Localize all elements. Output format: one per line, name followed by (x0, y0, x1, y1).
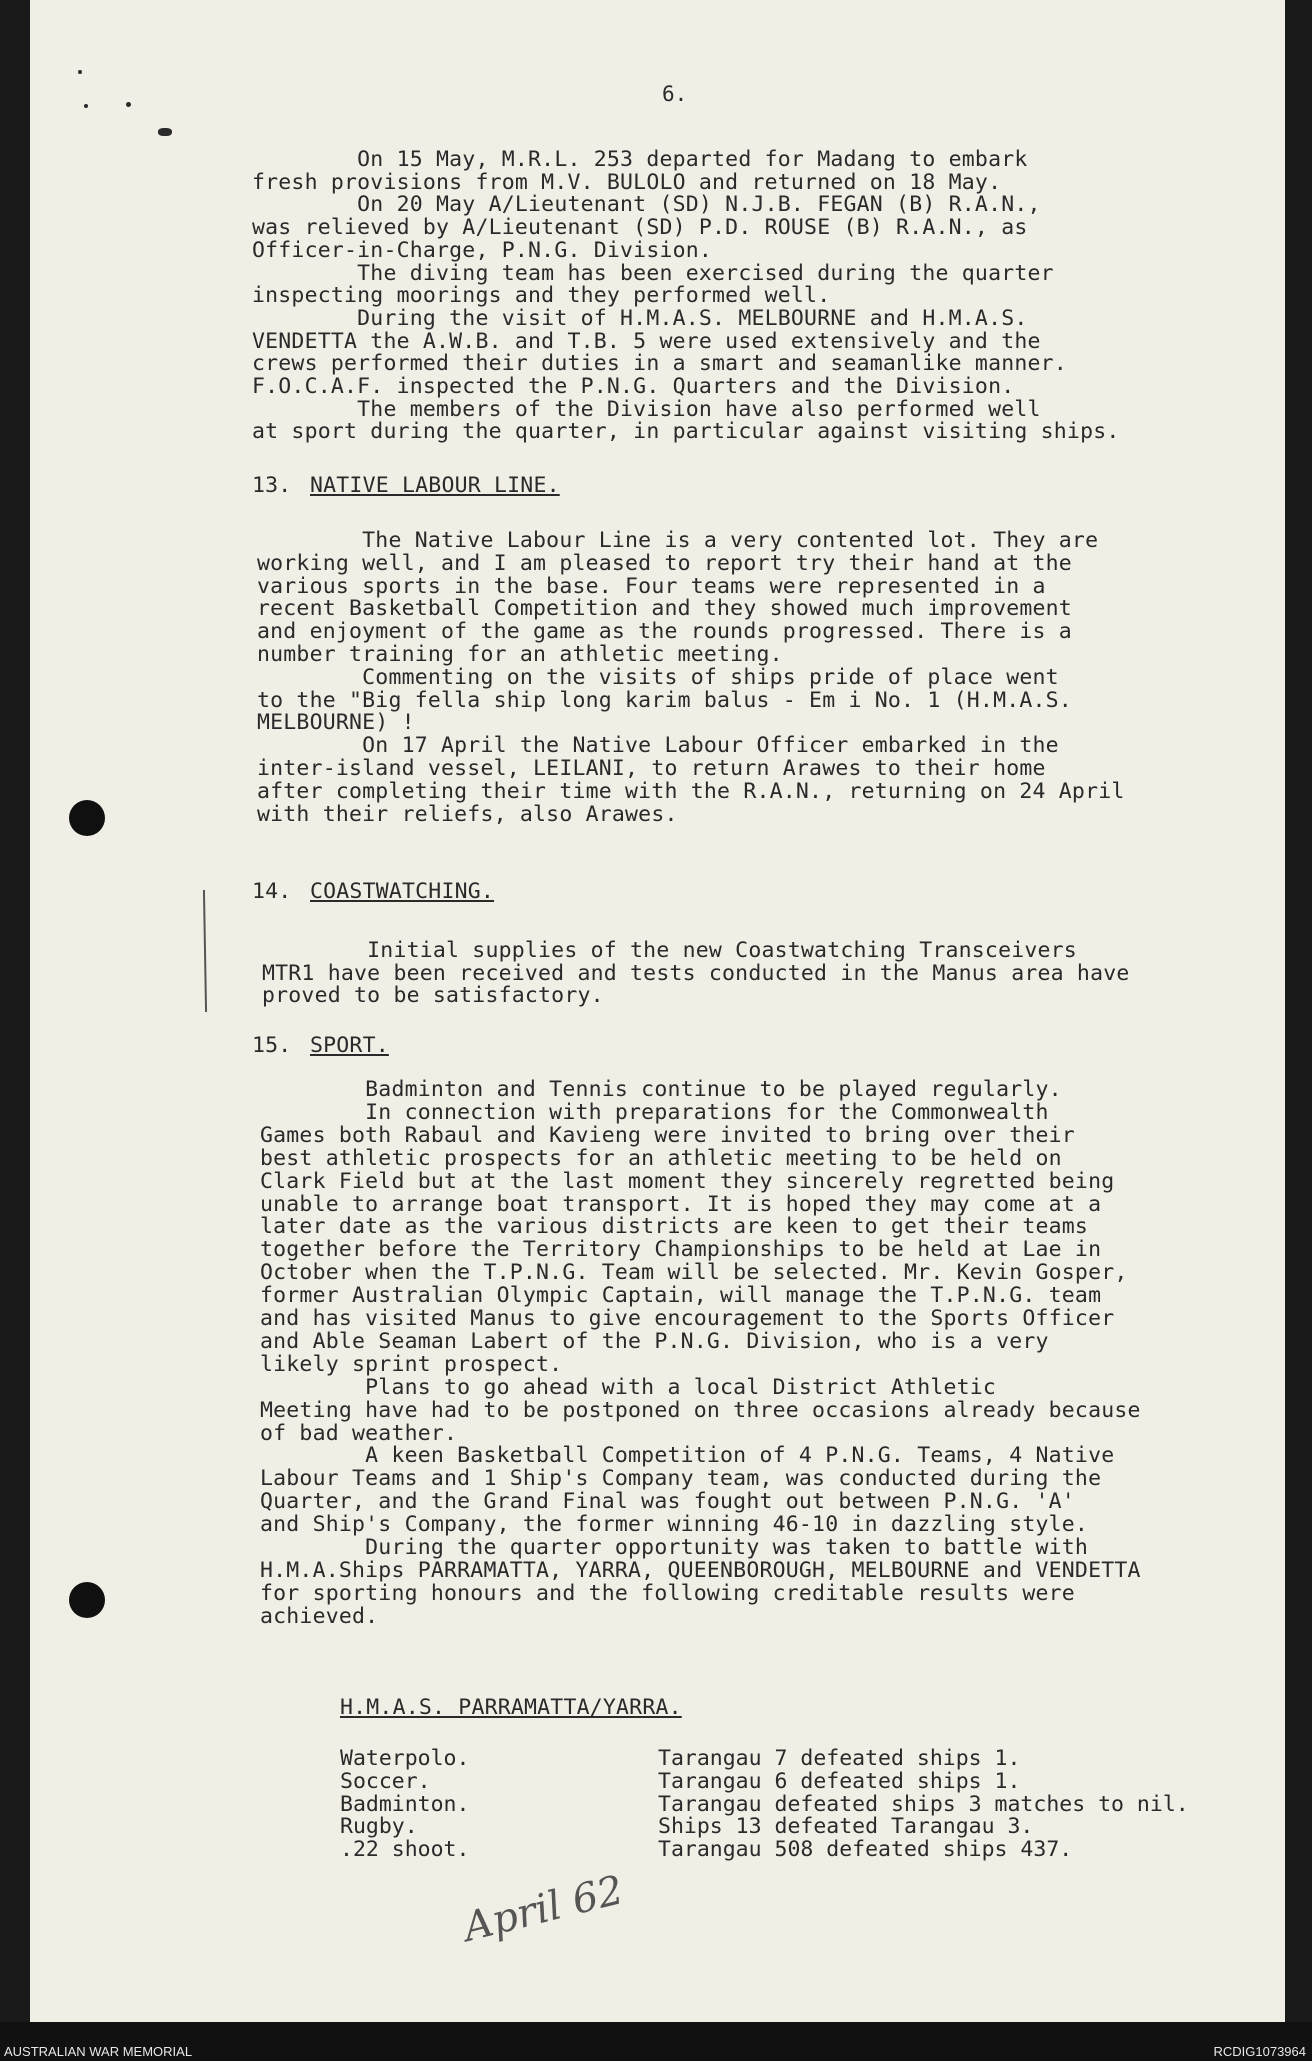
text-line: unable to arrange boat transport. It is hoped they may come at a (260, 1191, 1102, 1217)
text-line: On 15 May, M.R.L. 253 departed for Madang to embark (252, 147, 1028, 172)
paper-speck (84, 104, 88, 108)
text-line: Officer-in-Charge, P.N.G. Division. (252, 237, 713, 263)
text-line: after completing their time with the R.A.N., returning on 24 April (257, 778, 1125, 804)
text-line: During the quarter opportunity was taken to battle with (260, 1535, 1089, 1560)
text-line: to the "Big fella ship long karim balus - Em i No. 1 (H.M.A.S. (257, 687, 1072, 713)
text-line: at sport during the quarter, in particular against visiting ships. (252, 419, 1120, 445)
text-line: VENDETTA the A.W.B. and T.B. 5 were used extensively and the (252, 328, 1041, 354)
text-line: and has visited Manus to give encouragement to the Sports Officer (260, 1306, 1115, 1331)
text-line: various sports in the base. Four teams were represented in a (257, 573, 1046, 599)
section-heading: NATIVE LABOUR LINE. (310, 473, 560, 498)
results-heading: H.M.A.S. PARRAMATTA/YARRA. (340, 1695, 682, 1720)
result-sport: Rugby. (340, 1814, 418, 1840)
section-heading: COASTWATCHING. (310, 879, 495, 904)
text-line: On 17 April the Native Labour Officer embarked in the (257, 733, 1059, 759)
page-number: 6. (662, 82, 688, 106)
result-sport: Waterpolo. (340, 1746, 470, 1771)
text-line: of bad weather. (260, 1420, 458, 1446)
paper-speck (126, 102, 131, 107)
footer-institution: AUSTRALIAN WAR MEMORIAL (4, 2044, 193, 2059)
text-line: In connection with preparations for the Commonwealth (260, 1099, 1049, 1125)
text-line: Quarter, and the Grand Final was fought out between P.N.G. 'A' (260, 1489, 1075, 1515)
archive-footer (0, 2022, 1312, 2061)
margin-mark (203, 890, 207, 1012)
punch-hole-top (69, 800, 105, 836)
text-line: Games both Rabaul and Kavieng were invited to bring over their (260, 1122, 1075, 1148)
text-line: working well, and I am pleased to report try their hand at the (257, 550, 1072, 576)
text-line: achieved. (260, 1603, 379, 1629)
section-number: 13. (252, 473, 292, 498)
section-number: 15. (252, 1033, 292, 1058)
text-line: Clark Field but at the last moment they sincerely regretted being (260, 1168, 1115, 1194)
text-line: for sporting honours and the following creditable results were (260, 1580, 1075, 1606)
text-line: The members of the Division have also performed well (252, 396, 1041, 422)
text-line: inter-island vessel, LEILANI, to return Arawes to their home (257, 756, 1046, 781)
text-line: with their reliefs, also Arawes. (257, 801, 678, 827)
text-line: crews performed their duties in a smart and seamanlike manner. (252, 351, 1067, 377)
text-line: The Native Labour Line is a very contented lot. They are (257, 528, 1099, 553)
text-line: Meeting have had to be postponed on three occasions already because (260, 1397, 1141, 1423)
section-heading: SPORT. (310, 1033, 389, 1058)
punch-hole-bottom (69, 1582, 105, 1618)
text-line: inspecting moorings and they performed well. (252, 283, 831, 309)
text-line: and Able Seaman Labert of the P.N.G. Division, who is a very (260, 1328, 1049, 1354)
text-line: MTR1 have been received and tests conducted in the Manus area have (262, 960, 1130, 986)
result-score: Tarangau defeated ships 3 matches to nil. (658, 1791, 1189, 1817)
text-line: and Ship's Company, the former winning 46-10 in dazzling style. (260, 1512, 1089, 1538)
text-line: likely sprint prospect. (260, 1351, 563, 1377)
text-line: On 20 May A/Lieutenant (SD) N.J.B. FEGAN (B) R.A.N., (252, 192, 1041, 218)
text-line: Plans to go ahead with a local District Athletic (260, 1374, 997, 1400)
text-line: A keen Basketball Competition of 4 P.N.G. Teams, 4 Native (260, 1443, 1115, 1469)
paper-speck (78, 70, 82, 74)
text-line: later date as the various districts are keen to get their teams (260, 1214, 1089, 1240)
text-line: The diving team has been exercised during the quarter (252, 260, 1054, 286)
result-score: Tarangau 508 defeated ships 437. (658, 1837, 1073, 1863)
text-line: number training for an athletic meeting. (257, 642, 783, 667)
result-score: Ships 13 defeated Tarangau 3. (658, 1814, 1034, 1840)
text-line: MELBOURNE) ! (257, 710, 415, 736)
text-line: was relieved by A/Lieutenant (SD) P.D. ROUSE (B) R.A.N., as (252, 215, 1028, 241)
footer-record-id: RCDIG1073964 (1213, 2044, 1306, 2059)
result-sport: Badminton. (340, 1791, 470, 1817)
text-line: H.M.A.Ships PARRAMATTA, YARRA, QUEENBOROUGH, MELBOURNE and VENDETTA (260, 1557, 1141, 1583)
text-line: best athletic prospects for an athletic meeting to be held on (260, 1145, 1062, 1171)
text-line: Badminton and Tennis continue to be played regularly. (260, 1077, 1062, 1102)
handwritten-annotation: April 62 (458, 1866, 628, 1951)
text-line: October when the T.P.N.G. Team will be selected. Mr. Kevin Gosper, (260, 1260, 1128, 1286)
text-line: former Australian Olympic Captain, will manage the T.P.N.G. team (260, 1283, 1102, 1309)
text-line: fresh provisions from M.V. BULOLO and returned on 18 May. (252, 169, 1002, 195)
document-page (30, 0, 1285, 2022)
paper-speck (158, 128, 172, 136)
section-number: 14. (252, 879, 292, 904)
result-sport: Soccer. (340, 1768, 431, 1794)
text-line: During the visit of H.M.A.S. MELBOURNE and H.M.A.S. (252, 305, 1028, 331)
text-line: F.O.C.A.F. inspected the P.N.G. Quarters and the Division. (252, 374, 1015, 399)
text-line: Commenting on the visits of ships pride of place went (257, 664, 1059, 690)
result-score: Tarangau 6 defeated ships 1. (658, 1768, 1021, 1794)
text-line: and enjoyment of the game as the rounds progressed. There is a (257, 619, 1072, 645)
text-line: Labour Teams and 1 Ship's Company team, was conducted during the (260, 1466, 1102, 1492)
result-score: Tarangau 7 defeated ships 1. (658, 1746, 1021, 1771)
text-line: together before the Territory Championships to be held at Lae in (260, 1237, 1102, 1263)
text-line: proved to be satisfactory. (262, 983, 604, 1008)
text-line: recent Basketball Competition and they showed much improvement (257, 596, 1072, 622)
result-sport: .22 shoot. (340, 1837, 470, 1863)
text-line: Initial supplies of the new Coastwatching Transceivers (262, 938, 1077, 963)
